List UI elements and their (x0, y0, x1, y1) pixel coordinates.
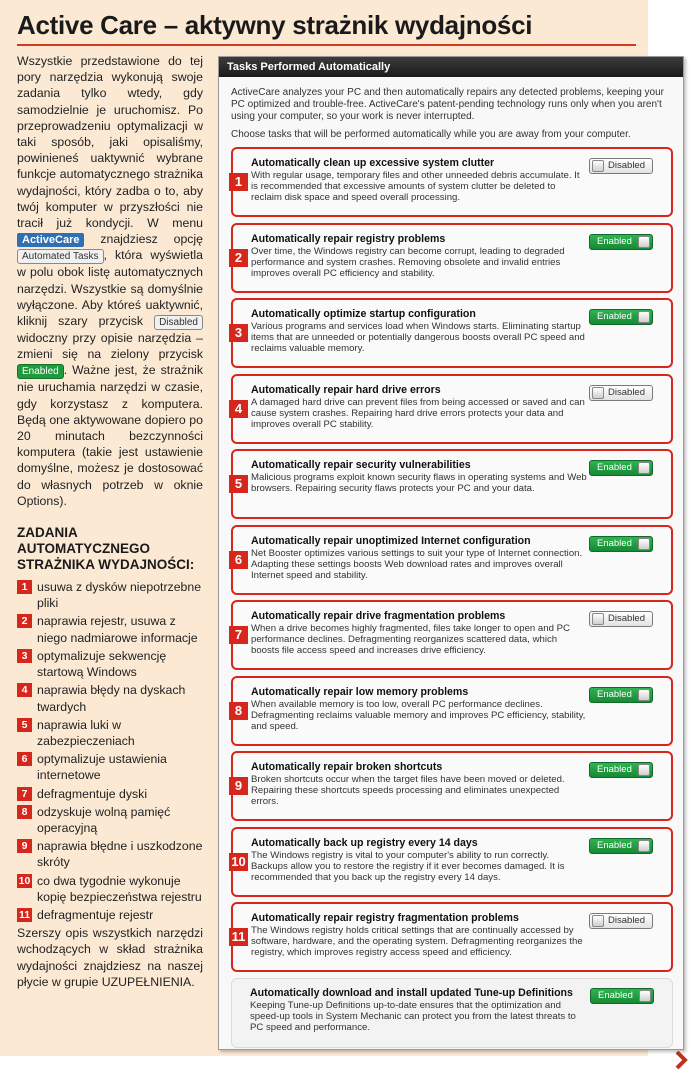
task-number-badge: 10 (229, 853, 248, 871)
task-description: With regular usage, temporary files and other unneeded debris accumulate. It is recommended that excessive amounts of system clutter be deleted to reclaim disk space and speed overall processing. (251, 170, 580, 204)
task-toggle-button[interactable] (589, 536, 653, 552)
task-toggle-button[interactable] (589, 611, 653, 627)
body-text: , która wyświetla w polu obok listę automatycznych narzędzi. Wszystkie są domyślnie wyłączone. Aby któreś uaktywnić, kliknij szary przycisk (17, 248, 203, 329)
task-number-badge: 4 (229, 400, 248, 418)
task-toggle-button[interactable] (589, 158, 653, 174)
toggle-label: Enabled (597, 537, 632, 549)
toggle-knob (638, 689, 650, 701)
task-cards (219, 147, 683, 1048)
list-item-text: usuwa z dysków niepotrzebne pliki (37, 580, 202, 611)
list-item-text: naprawia błędy na dyskach twardych (37, 683, 186, 714)
task-description: When available memory is too low, overall PC performance declines. Defragmenting reclaims valuable memory and improves PC efficiency, stability, and speed. (251, 698, 586, 732)
toggle-knob (639, 990, 651, 1002)
automated-tasks-chip: Automated Tasks (17, 249, 104, 264)
list-number-badge: 9 (17, 839, 32, 853)
list-item (17, 613, 203, 645)
task-card (231, 978, 673, 1048)
body-text: . Ważne jest, że strażnik nie uruchamia narzędzi w czasie, gdy korzystasz z komputera. Będą one aktywowane dopiero po 20 minutach bezczynności komputera (takie jest ustawienie domyślne, możesz je dostosować do własnych potrzeb w oknie Options). (17, 363, 203, 508)
list-number-badge: 4 (17, 683, 32, 697)
list-number-badge: 10 (18, 874, 31, 887)
task-description: Broken shortcuts occur when the target files have been moved or deleted. Repairing these shortcuts speeds processing and eliminates unexpected errors. (251, 774, 565, 808)
list-number-badge: 8 (17, 805, 32, 819)
task-number-badge: 5 (229, 475, 248, 493)
task-description: Over time, the Windows registry can become corrupt, leading to degraded performance and system crashes. Removing obsolete and invalid entries improves overall PC efficiency and stability. (251, 245, 565, 279)
title-rule (17, 44, 636, 46)
list-number-badge: 3 (17, 649, 32, 663)
task-title: Automatically repair drive fragmentation problems (251, 610, 506, 622)
panel-intro-text: ActiveCare analyzes your PC and then automatically repairs any detected problems, keeping your PC optimized and trouble-free. ActiveCare's patent-pending technology runs only when you aren't using your computer, so your work is never interrupted. (231, 87, 665, 122)
disabled-chip: Disabled (154, 315, 203, 330)
toggle-knob (592, 387, 604, 399)
toggle-label: Disabled (608, 613, 645, 624)
toggle-label: Enabled (597, 764, 632, 775)
list-item-text: odzyskuje wolną pamięć operacyjną (37, 804, 171, 835)
list-item (17, 682, 203, 714)
task-card (231, 676, 673, 746)
article-body (17, 53, 203, 509)
task-card (231, 147, 673, 217)
task-toggle-button[interactable] (589, 385, 653, 401)
task-card (231, 751, 673, 821)
list-number-badge: 2 (17, 614, 32, 628)
task-number-badge: 9 (229, 777, 248, 795)
list-item-text: defragmentuje rejestr (37, 907, 154, 922)
task-card (231, 902, 673, 972)
panel-intro-instruction: Choose tasks that will be performed automatically while you are away from your computer. (231, 129, 631, 140)
toggle-label: Enabled (598, 989, 633, 1001)
toggle-knob (638, 236, 650, 248)
task-title: Automatically clean up excessive system clutter (251, 157, 495, 169)
toggle-knob (638, 462, 650, 474)
toggle-knob (592, 160, 604, 172)
toggle-label: Enabled (597, 839, 632, 851)
task-card (231, 298, 673, 368)
task-description: Various programs and services load when Windows starts. Eliminating startup items that are unneeded or potentially dangerous boosts overall PC speed and reclaims valuable memory. (251, 321, 585, 355)
list-item (17, 786, 203, 802)
tasks-subheading: ZADANIA AUTOMATYCZNEGO STRAŻNIKA WYDAJNOŚCI: (17, 525, 195, 573)
article-title: Active Care – aktywny strażnik wydajności (17, 10, 533, 40)
task-card (231, 525, 673, 595)
list-item-text: defragmentuje dyski (37, 786, 148, 801)
task-number-badge: 8 (229, 702, 248, 720)
task-title: Automatically repair registry fragmentation problems (251, 912, 519, 924)
list-item (17, 804, 203, 836)
task-card (231, 827, 673, 897)
toggle-knob (592, 915, 604, 927)
list-item (17, 751, 203, 783)
task-toggle-button[interactable] (589, 234, 653, 250)
list-item (17, 648, 203, 680)
body-text: znajdziesz opcję (100, 232, 204, 247)
task-description: Malicious programs exploit known security flaws in operating systems and Web browsers. Repairing security flaws protects your PC and your data. (251, 472, 587, 495)
task-title: Automatically repair low memory problems (251, 685, 469, 698)
toggle-label: Enabled (597, 235, 632, 247)
task-card (231, 374, 673, 444)
task-title: Automatically repair security vulnerabilities (251, 459, 471, 471)
task-toggle-button[interactable] (589, 913, 653, 929)
list-number-badge: 5 (17, 718, 32, 732)
panel-header: Tasks Performed Automatically (219, 57, 683, 77)
next-page-arrow-icon[interactable] (670, 1049, 692, 1071)
task-number-badge: 3 (229, 324, 248, 342)
task-list (17, 579, 203, 923)
list-item-text: naprawia rejestr, usuwa z niego nadmiarowe informacje (37, 614, 198, 645)
task-number-badge: 7 (229, 626, 248, 644)
task-title: Automatically repair hard drive errors (251, 383, 441, 396)
list-item-text: optymalizuje sekwencję startową Windows (37, 648, 167, 680)
toggle-label: Disabled (608, 386, 645, 398)
list-item-text: co dwa tygodnie wykonuje kopię bezpieczeństwa rejestru (37, 873, 202, 904)
article-column (17, 53, 203, 990)
list-item (17, 873, 203, 905)
toggle-label: Enabled (597, 688, 632, 700)
list-item-text: naprawia luki w zabezpieczeniach (37, 717, 135, 748)
toggle-label: Disabled (608, 915, 645, 926)
list-item-text: naprawia błędne i uszkodzone skróty (37, 839, 203, 870)
task-toggle-button[interactable] (590, 988, 654, 1004)
tasks-panel-screenshot (218, 56, 684, 1050)
toggle-knob (638, 764, 650, 776)
task-number-badge: 1 (229, 173, 248, 191)
panel-intro (219, 77, 683, 141)
task-toggle-button[interactable] (589, 309, 653, 325)
list-item (17, 907, 203, 923)
list-number-badge: 1 (17, 580, 32, 594)
toggle-knob (592, 613, 604, 625)
toggle-knob (638, 840, 650, 852)
task-description: When a drive becomes highly fragmented, files take longer to open and PC performance declines. Defragmenting reorganizes scattered data, which boosts file access speed and increases drive efficiency. (251, 623, 570, 657)
list-item (17, 717, 203, 749)
task-description: A damaged hard drive can prevent files from being accessed or saved and can cause system crashes. Repairing hard drive errors protects your data and improves overall PC stability. (251, 396, 585, 430)
list-number-badge: 6 (17, 752, 32, 766)
toggle-label: Enabled (597, 462, 632, 473)
task-title: Automatically download and install updated Tune-up Definitions (250, 986, 573, 999)
body-text: widoczny przy opisie narzędzia – zmieni się na zielony przycisk (17, 331, 203, 362)
task-card (231, 600, 673, 670)
toggle-knob (638, 311, 650, 323)
list-item (17, 579, 203, 611)
task-toggle-button[interactable] (589, 838, 653, 854)
task-description: Keeping Tune-up Definitions up-to-date ensures that the optimization and speed-up tools in System Mechanic can protect you from the latest threats to PC speed and performance. (250, 999, 576, 1033)
task-number-badge: 6 (229, 551, 248, 569)
list-item (17, 838, 203, 870)
toggle-label: Disabled (608, 160, 645, 171)
list-number-badge: 7 (17, 787, 32, 801)
task-number-badge: 11 (229, 928, 248, 946)
task-description: The Windows registry holds critical settings that are continually accessed by software, hardware, and the operating system. Defragmenting reorganizes the registry, which improves registry access speed and efficiency. (251, 925, 583, 959)
task-toggle-button[interactable] (589, 687, 653, 703)
task-title: Automatically optimize startup configuration (251, 308, 476, 320)
task-description: The Windows registry is vital to your computer's ability to run correctly. Backups allow you to restore the registry if it ever becomes damaged. It is recommended that you back up the registry every 14 days. (251, 849, 565, 883)
task-toggle-button[interactable] (589, 460, 653, 476)
list-item-text: optymalizuje ustawienia internetowe (37, 752, 167, 783)
activecare-chip: ActiveCare (17, 233, 84, 247)
task-title: Automatically repair broken shortcuts (251, 761, 443, 773)
task-description: Net Booster optimizes various settings to suit your type of Internet connection. Adapting these settings boosts Web download rates and improves overall Internet speed and stability. (251, 547, 583, 581)
task-title: Automatically repair unoptimized Internet configuration (251, 534, 531, 547)
article-outro: Szerszy opis wszystkich narzędzi wchodzących w skład strażnika wydajności znajdziesz na naszej płycie w grupie UZUPEŁNIENIA. (17, 926, 203, 989)
body-text: Wszystkie przedstawione do tej pory narzędzia wykonują swoje zadania tylko wtedy, gdy samodzielnie je uruchomisz. Po przeprowadzeniu optymalizacji w taki sposób, jaki opisaliśmy, powinieneś uaktywnić wybrane funkcje automatycznego strażnika wydajności, który zadba o to, aby twój komputer w przyszłości nie tracił już kondycji. W menu (17, 54, 203, 231)
toggle-knob (638, 538, 650, 550)
task-card (231, 223, 673, 293)
task-card (231, 449, 673, 519)
task-number-badge: 2 (229, 249, 248, 267)
task-title: Automatically repair registry problems (251, 232, 446, 245)
task-title: Automatically back up registry every 14 days (251, 836, 478, 849)
toggle-label: Enabled (597, 311, 632, 322)
enabled-chip: Enabled (17, 364, 64, 379)
task-toggle-button[interactable] (589, 762, 653, 778)
list-number-badge: 11 (18, 908, 31, 921)
